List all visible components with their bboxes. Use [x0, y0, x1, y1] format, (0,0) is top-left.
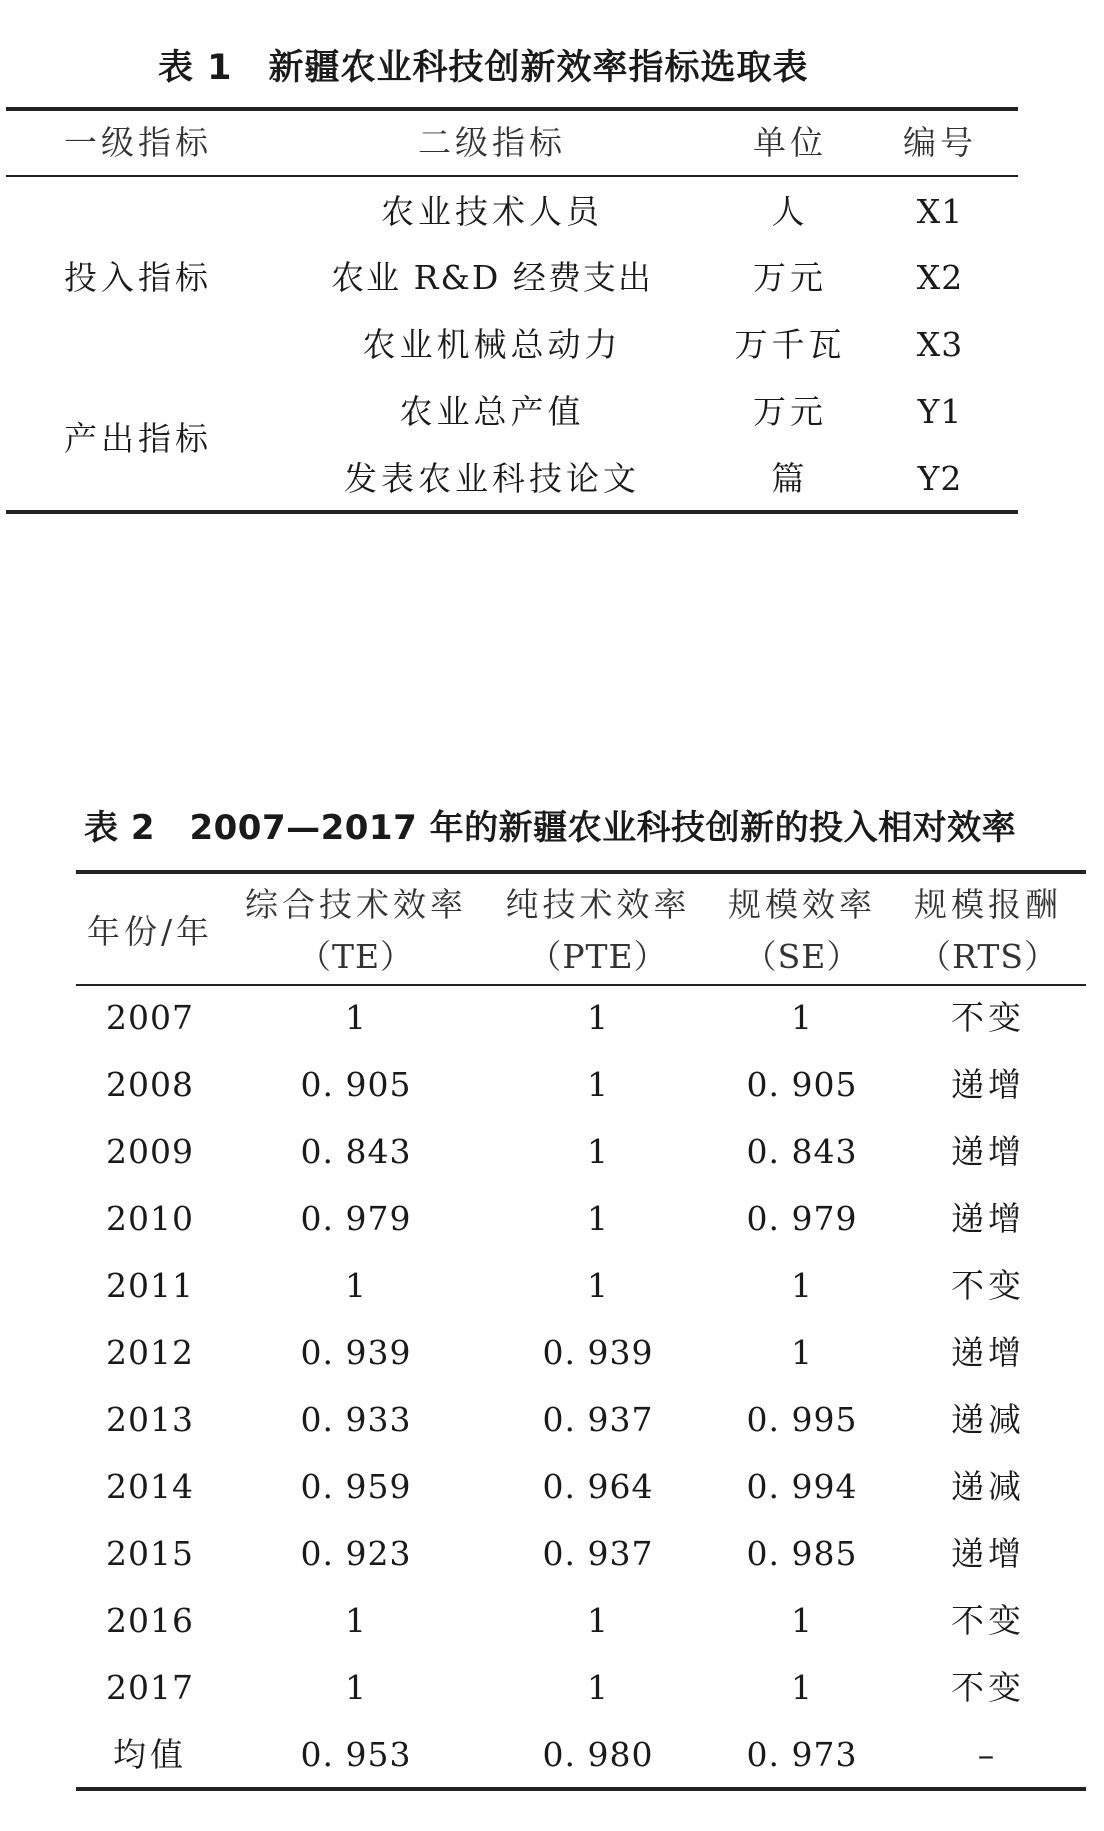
- table2-cell-year: 2010: [106, 1199, 194, 1238]
- table2-cell-rts: 不变: [951, 1266, 1025, 1305]
- table1-row-code: X2: [916, 258, 964, 297]
- table2-cell-rts: 递增: [951, 1333, 1025, 1372]
- table2-cell-rts: 递增: [951, 1132, 1025, 1171]
- table2-cell-rts: 递增: [951, 1065, 1025, 1104]
- table2-cell-se: 0. 985: [746, 1534, 858, 1573]
- table2-cell-se: 0. 994: [746, 1467, 858, 1506]
- table2-header-rule: [76, 984, 1086, 986]
- table2-cell-year: 均值: [113, 1735, 187, 1774]
- table1-row-code: Y1: [917, 392, 963, 431]
- table2-header-te: 综合技术效率: [245, 885, 467, 924]
- table2-cell-year: 2013: [106, 1400, 194, 1439]
- table2-cell-te: 0. 959: [300, 1467, 412, 1506]
- table2-cell-pte: 1: [587, 1199, 609, 1238]
- table2-top-rule: [76, 870, 1086, 874]
- table1-row-name: 农业总产值: [399, 392, 585, 431]
- table2-bottom-rule: [76, 1787, 1086, 1791]
- table2-header-se-abbr: （SE）: [743, 937, 861, 976]
- table2-cell-pte: 0. 937: [542, 1534, 654, 1573]
- table2-cell-pte: 1: [587, 1601, 609, 1640]
- table1-header-level1: 一级指标: [64, 123, 212, 162]
- table1-row-unit: 万元: [753, 392, 827, 431]
- table2-cell-te: 0. 933: [300, 1400, 412, 1439]
- table2-cell-pte: 1: [587, 1132, 609, 1171]
- table2-cell-pte: 1: [587, 998, 609, 1037]
- table1-row-name: 农业 R&D 经费支出: [331, 258, 653, 297]
- table2-cell-pte: 1: [587, 1668, 609, 1707]
- table2-cell-year: 2008: [106, 1065, 194, 1104]
- table1-header-rule: [6, 175, 1018, 177]
- table2-cell-pte: 0. 939: [542, 1333, 654, 1372]
- table2-cell-te: 1: [345, 998, 367, 1037]
- table1-row-code: Y2: [917, 459, 963, 498]
- table2-cell-se: 0. 843: [746, 1132, 858, 1171]
- table2-cell-se: 1: [791, 998, 813, 1037]
- table2-cell-rts: 不变: [951, 1601, 1025, 1640]
- table2-cell-se: 1: [791, 1668, 813, 1707]
- table1-row-name: 农业机械总动力: [362, 325, 622, 364]
- table1-row-code: X3: [916, 325, 964, 364]
- table2-cell-se: 1: [791, 1333, 813, 1372]
- table2-header-year: 年份/年: [86, 912, 214, 951]
- table2-cell-se: 1: [791, 1266, 813, 1305]
- table2-cell-rts: 不变: [951, 1668, 1025, 1707]
- table1-group-input: 投入指标: [64, 258, 212, 297]
- table1-header-code: 编号: [903, 123, 977, 162]
- table2-header-rts: 规模报酬: [914, 885, 1062, 924]
- table2-cell-pte: 1: [587, 1065, 609, 1104]
- table2-cell-year: 2009: [106, 1132, 194, 1171]
- table2-cell-rts: 递增: [951, 1199, 1025, 1238]
- table2-cell-te: 1: [345, 1266, 367, 1305]
- table2-cell-year: 2014: [106, 1467, 194, 1506]
- table1-caption: 表 1 新疆农业科技创新效率指标选取表: [158, 48, 809, 88]
- table1-row-unit: 人: [771, 192, 809, 231]
- table1-bottom-rule: [6, 510, 1018, 514]
- table2-cell-rts: 递减: [951, 1400, 1025, 1439]
- table2-cell-rts: 递减: [951, 1467, 1025, 1506]
- table2-cell-year: 2017: [106, 1668, 194, 1707]
- table2-header-pte-abbr: （PTE）: [528, 937, 668, 976]
- table2-header-pte: 纯技术效率: [505, 885, 691, 924]
- table2-cell-se: 1: [791, 1601, 813, 1640]
- table2-cell-year: 2011: [106, 1266, 194, 1305]
- table2-cell-te: 0. 905: [300, 1065, 412, 1104]
- table2-cell-se: 0. 905: [746, 1065, 858, 1104]
- table1-row-unit: 万千瓦: [734, 325, 846, 364]
- table2-cell-year: 2007: [106, 998, 194, 1037]
- table2-cell-year: 2015: [106, 1534, 194, 1573]
- table2-cell-te: 0. 939: [300, 1333, 412, 1372]
- table2-cell-te: 0. 953: [300, 1735, 412, 1774]
- table2-cell-year: 2012: [106, 1333, 194, 1372]
- table2-cell-pte: 0. 937: [542, 1400, 654, 1439]
- table1-header-unit: 单位: [753, 123, 827, 162]
- table1-row-unit: 万元: [753, 258, 827, 297]
- table2-cell-te: 0. 843: [300, 1132, 412, 1171]
- table1-row-unit: 篇: [771, 459, 809, 498]
- table1-row-code: X1: [916, 192, 964, 231]
- table2-cell-rts: 不变: [951, 998, 1025, 1037]
- table2-header-se: 规模效率: [728, 885, 876, 924]
- table2-cell-rts: 递增: [951, 1534, 1025, 1573]
- table2-cell-se: 0. 995: [746, 1400, 858, 1439]
- table2-cell-rts: –: [977, 1735, 999, 1774]
- table1-group-output: 产出指标: [64, 419, 212, 458]
- table2-cell-se: 0. 973: [746, 1735, 858, 1774]
- table2-caption: 表 2 2007—2017 年的新疆农业科技创新的投入相对效率: [84, 808, 1017, 848]
- table1-top-rule: [6, 107, 1018, 111]
- table1-row-name: 农业技术人员: [381, 192, 603, 231]
- table2-header-rts-abbr: （RTS）: [918, 937, 1058, 976]
- table2-cell-te: 0. 923: [300, 1534, 412, 1573]
- table2-cell-pte: 0. 964: [542, 1467, 654, 1506]
- table2-cell-te: 0. 979: [300, 1199, 412, 1238]
- table2-cell-pte: 1: [587, 1266, 609, 1305]
- table2-cell-year: 2016: [106, 1601, 194, 1640]
- table2-header-te-abbr: （TE）: [297, 937, 415, 976]
- table2-cell-se: 0. 979: [746, 1199, 858, 1238]
- table1-row-name: 发表农业科技论文: [344, 459, 640, 498]
- table1-header-level2: 二级指标: [418, 123, 566, 162]
- table2-cell-te: 1: [345, 1668, 367, 1707]
- table2-cell-te: 1: [345, 1601, 367, 1640]
- table2-cell-pte: 0. 980: [542, 1735, 654, 1774]
